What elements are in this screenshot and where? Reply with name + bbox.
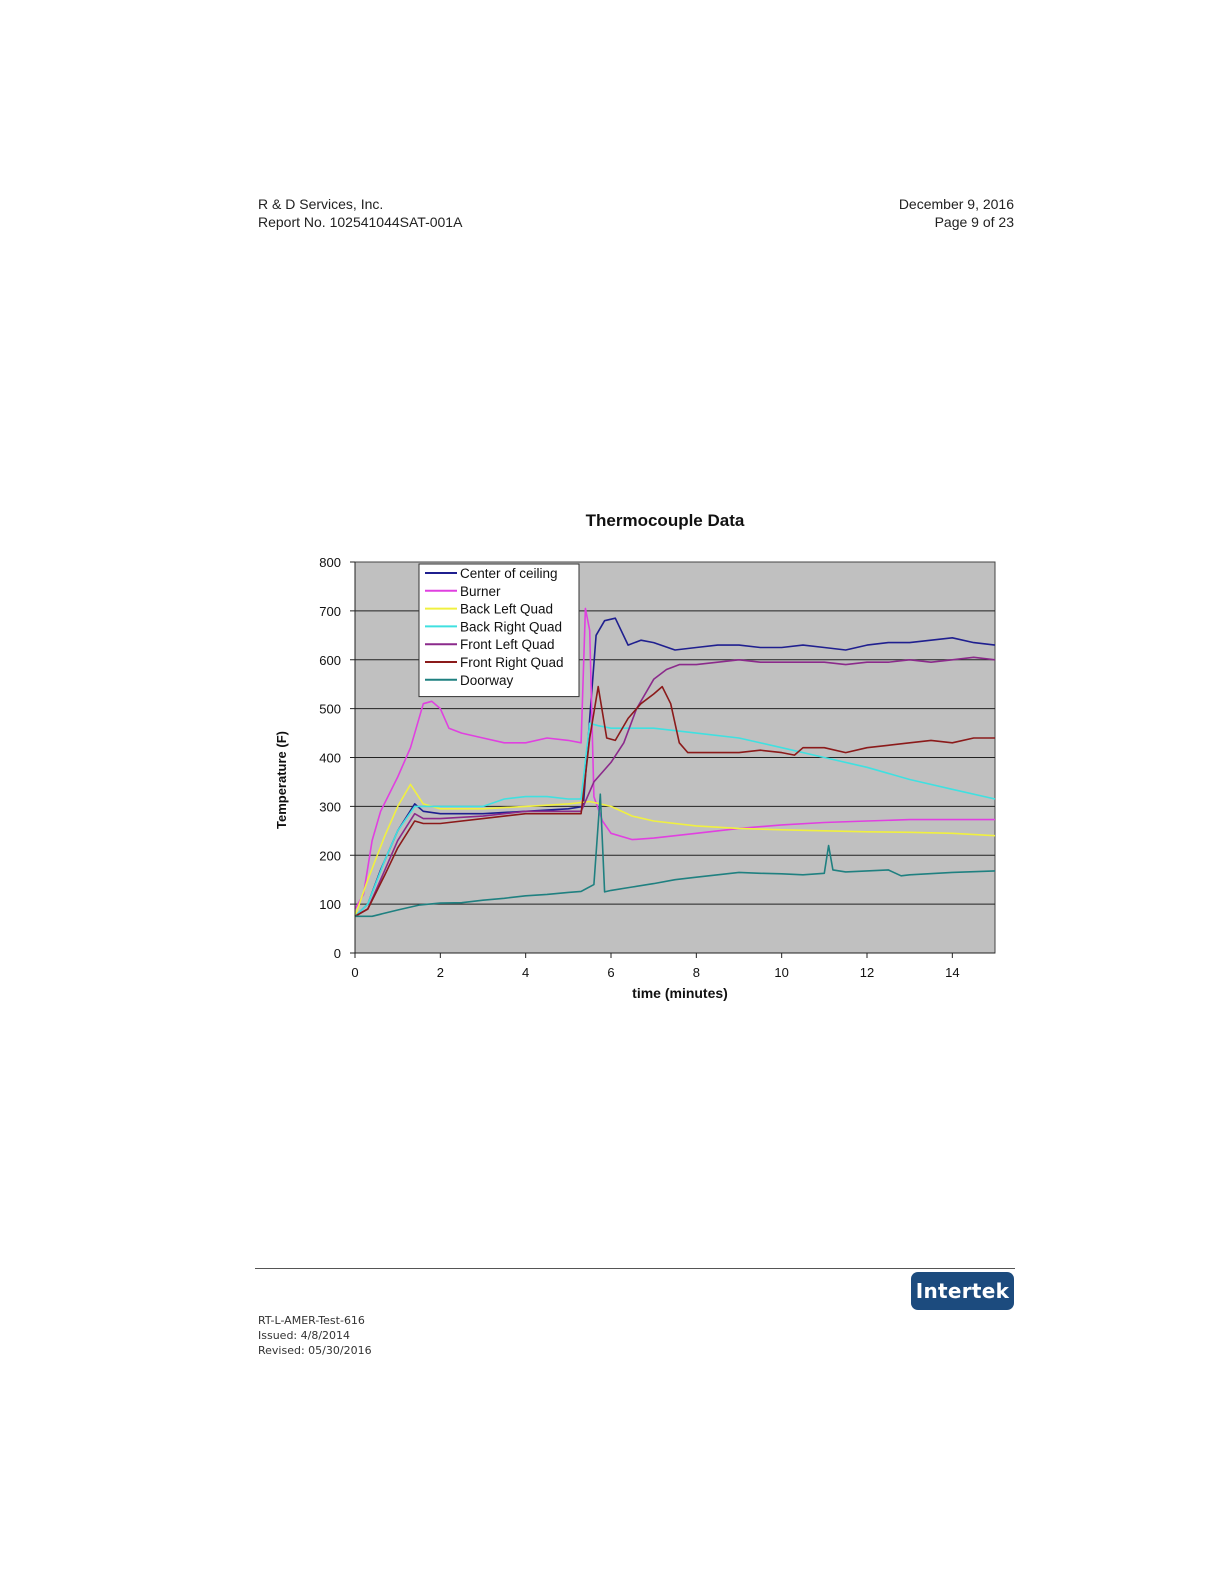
x-tick-label: 14 <box>945 965 960 980</box>
y-tick-label: 800 <box>319 555 341 570</box>
footer-doc-id: RT-L-AMER-Test-616 <box>258 1314 365 1327</box>
x-tick-label: 0 <box>351 965 359 980</box>
y-tick-label: 600 <box>319 652 341 668</box>
legend-label: Center of ceiling <box>460 566 558 581</box>
report-date: December 9, 2016 <box>898 196 1014 212</box>
y-tick-label: 400 <box>319 750 341 766</box>
legend-label: Front Right Quad <box>460 655 564 670</box>
legend-label: Burner <box>460 583 501 599</box>
x-tick-label: 4 <box>522 965 530 980</box>
y-tick-label: 100 <box>319 897 341 913</box>
legend-label: Front Left Quad <box>460 637 555 653</box>
legend-label: Back Right Quad <box>460 619 563 635</box>
intertek-logo: Intertek <box>911 1272 1014 1310</box>
legend <box>419 564 579 697</box>
company-name: R & D Services, Inc. <box>258 196 384 212</box>
legend-label: Back Left Quad <box>460 601 554 617</box>
chart-title: Thermocouple Data <box>585 511 745 530</box>
legend-label: Doorway <box>460 672 514 688</box>
x-tick-label: 10 <box>774 965 789 980</box>
y-tick-label: 700 <box>319 603 341 619</box>
x-tick-label: 12 <box>859 965 875 980</box>
y-tick-label: 500 <box>319 701 341 717</box>
y-tick-label: 0 <box>333 946 341 961</box>
footer-divider <box>255 1268 1015 1269</box>
y-tick-label: 200 <box>319 848 341 864</box>
report-number: Report No. 102541044SAT-001A <box>258 214 463 230</box>
footer-revised: Revised: 05/30/2016 <box>258 1344 372 1357</box>
y-tick-label: 300 <box>319 799 341 815</box>
x-axis-label: time (minutes) <box>632 985 728 1001</box>
footer-issued: Issued: 4/8/2014 <box>258 1329 351 1342</box>
page-number: Page 9 of 23 <box>934 214 1014 230</box>
footer-doc-info <box>258 1313 372 1358</box>
x-tick-label: 2 <box>436 965 444 980</box>
y-axis-label: Temperature (F) <box>274 731 289 829</box>
x-tick-label: 8 <box>692 965 700 980</box>
x-tick-label: 6 <box>607 965 615 980</box>
